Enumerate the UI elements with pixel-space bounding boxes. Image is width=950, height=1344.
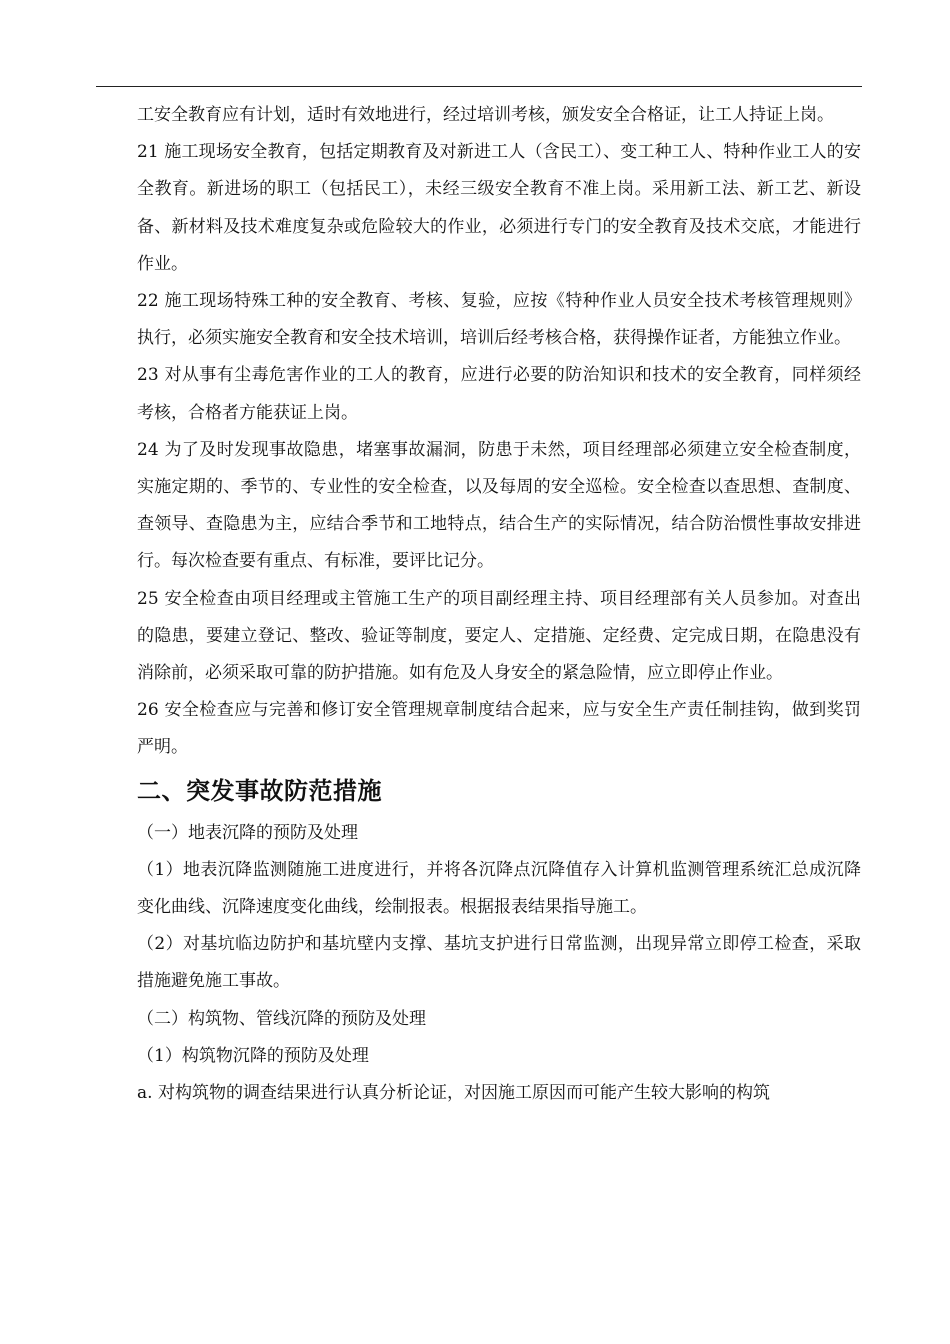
paragraph: 25 安全检查由项目经理或主管施工生产的项目副经理主持、项目经理部有关人员参加。对查出的隐患，要建立登记、整改、验证等制度，要定人、定措施、定经费、定完成日期，在隐患没有消除前，必须采取可靠的防护措施。如有危及人身安全的紧急险情，应立即停止作业。 [137,588,861,684]
section-heading: 二、突发事故防范措施 [137,775,382,805]
list-item: a. 对构筑物的调查结果进行认真分析论证，对因施工原因而可能产生较大影响的构筑 [137,1083,770,1104]
paragraph: 工安全教育应有计划，适时有效地进行，经过培训考核，颁发安全合格证，让工人持证上岗。 [137,105,834,125]
subsection-title: （二）构筑物、管线沉降的预防及处理 [137,1008,426,1029]
document-body [137,97,861,1112]
subsection-title: （一）地表沉降的预防及处理 [137,822,358,843]
paragraph: 22 施工现场特殊工种的安全教育、考核、复验，应按《特种作业人员安全技术考核管理规则》执行，必须实施安全教育和安全技术培训，培训后经考核合格，获得操作证者，方能独立作业。 [137,291,861,349]
list-item: （2）对基坑临边防护和基坑壁内支撑、基坑支护进行日常监测，出现异常立即停工检查，采取措施避免施工事故。 [137,934,861,992]
list-item: （1）构筑物沉降的预防及处理 [137,1045,369,1066]
paragraph: 21 施工现场安全教育，包括定期教育及对新进工人（含民工）、变工种工人、特种作业工人的安全教育。新进场的职工（包括民工），未经三级安全教育不准上岗。采用新工法、新工艺、新设备、新材料及技术难度复杂或危险较大的作业，必须进行专门的安全教育及技术交底，才能进行作业。 [137,142,861,274]
paragraph: 24 为了及时发现事故隐患，堵塞事故漏洞，防患于未然，项目经理部必须建立安全检查制度，实施定期的、季节的、专业性的安全检查，以及每周的安全巡检。安全检查以查思想、查制度、查领导、查隐患为主，应结合季节和工地特点，结合生产的实际情况，结合防治惯性事故安排进行。每次检查要有重点、有标准，要评比记分。 [137,439,861,572]
paragraph: 26 安全检查应与完善和修订安全管理规章制度结合起来，应与安全生产责任制挂钩，做到奖罚严明。 [137,700,861,758]
paragraph: 23 对从事有尘毒危害作业的工人的教育，应进行必要的防治知识和技术的安全教育，同样须经考核，合格者方能获证上岗。 [137,365,861,423]
header-rule [96,86,862,87]
list-item: （1）地表沉降监测随施工进度进行，并将各沉降点沉降值存入计算机监测管理系统汇总成沉降变化曲线、沉降速度变化曲线，绘制报表。根据报表结果指导施工。 [137,859,861,918]
